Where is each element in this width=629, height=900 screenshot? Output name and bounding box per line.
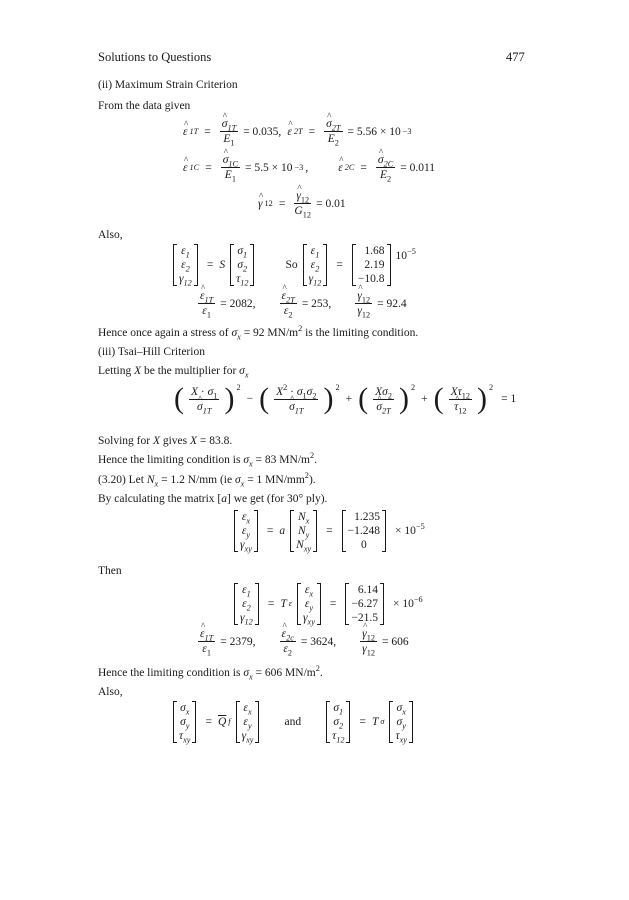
equation-strain-compliance: $\varepsilon_1$ $\varepsilon_2$ $\gamma_{12}$ = S $\sigma_1$ $\sigma_2$ $\tau_{12}$ So $\varepsilon_1$ $\varepsilon_2$ $\gamma_{12}$ = 1.68 2.19 −10.8 $10^{-5}$ xyxy=(170,244,416,286)
section-heading-ii: (ii) Maximum Strain Criterion xyxy=(98,79,238,91)
ratio-2: = 253, xyxy=(301,297,332,310)
global-strain-vector-2: $\varepsilon_x$ $\varepsilon_y$ $\gamma_{xy}$ xyxy=(297,583,321,625)
strain-vector-2: $\varepsilon_1$ $\varepsilon_2$ $\gamma_{12}$ xyxy=(303,244,328,286)
equation-strain-ratios-2: ^ $\frac{\varepsilon_{1T}}{\varepsilon_1}$ = 2379, ^ $\frac{\varepsilon_{2c}}{\varepsilon_2}$ = 3624, ^ $\frac{\gamma_{12}}{\gamma_{12}}$ = 606 xyxy=(195,628,409,655)
global-stress-vector-2: $\sigma_x$ $\sigma_y$ $\tau_{xy}$ xyxy=(389,701,412,743)
equation-midplane-strains: $\varepsilon_x$ $\varepsilon_y$ $\gamma_{xy}$ = a $N_x$ $N_y$ $N_{xy}$ = 1.235 −1.248 0 × $10^{-5}$ xyxy=(231,510,425,552)
paragraph-hence-92: Hence once again a stress of $\sigma_x = 92$ $MN/m^2$ is the limiting condition. xyxy=(98,324,419,342)
mid-exp-power: −5 xyxy=(415,522,425,532)
ratio-5: = 3624, xyxy=(300,635,337,648)
running-title: Solutions to Questions xyxy=(98,50,212,64)
equation-compressive-strains: ^ ε 1C = ^ $\frac{\sigma_{1C}}{E_1}$ = 5.5 × 10 −3 , ^ ε 2C = ^ $\frac{\sigma_{2C}}{E_2}$ = 0.011 xyxy=(183,154,435,181)
e1c-value: = 5.5 × 10 xyxy=(245,161,293,174)
global-strain-vector-3: $\varepsilon_x$ $\varepsilon_y$ $\gamma_{xy}$ xyxy=(236,701,260,743)
equation-stress-relations: $\sigma_x$ $\sigma_y$ $\tau_{xy}$ = $\overline{Q}$ f $\varepsilon_x$ $\varepsilon_y$ $\gamma_{xy}$ and $\sigma_1$ $\sigma_2$ $\tau_{12}$ = T σ $\sigma_x$ $\sigma_y$ $\tau_{xy}$ xyxy=(170,701,416,743)
global-stress-vector: $\sigma_x$ $\sigma_y$ $\tau_{xy}$ xyxy=(173,701,196,743)
ratio-1: = 2082, xyxy=(220,297,256,310)
mid-exp-base: × 10 xyxy=(395,525,416,537)
local-strain-vector: $\varepsilon_1$ $\varepsilon_2$ $\gamma_{12}$ xyxy=(234,583,259,625)
paragraph-also-2: Also, xyxy=(98,686,123,698)
global-strain-vector: $\varepsilon_x$ $\varepsilon_y$ $\gamma_{xy}$ xyxy=(234,510,258,552)
e2c-value: = 0.011 xyxy=(400,161,436,174)
equals-one: = 1 xyxy=(501,393,517,405)
equation-shear-strain: ^ γ 12 = ^ $\frac{\gamma_{12}}{G_{12}}$ = 0.01 xyxy=(258,190,346,217)
ratio-6: = 606 xyxy=(381,635,409,648)
equation-tensile-strains: ^ ε 1T = ^ $\frac{\sigma_{1T}}{E_1}$ = 0.035, ^ ε 2T = ^ $\frac{\sigma_{2T}}{E_2}$ = 5.56 × 10 −3 xyxy=(183,118,412,145)
local-exp-power: −6 xyxy=(413,595,423,605)
paragraph-from-data: From the data given xyxy=(98,100,191,112)
paragraph-letting: Letting X be the multiplier for $\sigma_x$ xyxy=(98,365,249,380)
paragraph-solving: Solving for X gives X = 83.8. xyxy=(98,435,233,447)
g12-value: = 0.01 xyxy=(316,197,346,210)
so-label: So xyxy=(285,259,298,271)
local-exp-base: × 10 xyxy=(393,598,414,610)
paragraph-hence-606: Hence the limiting condition is $\sigma_x = 606$ $MN/m^2$. xyxy=(98,664,323,682)
ratio-4: = 2379, xyxy=(220,635,256,648)
equation-strain-ratios: ^ $\frac{\varepsilon_{1T}}{\varepsilon_1}$ = 2082, ^ $\frac{\varepsilon_{2T}}{\varepsilon_2}$ = 253, ^ $\frac{\gamma_{12}}{\gamma_{12}}$ = 92.4 xyxy=(195,290,407,317)
paragraph-by-calc: By calculating the matrix [a] we get (for 30° ply). xyxy=(98,493,328,505)
strain-exp-power: −5 xyxy=(407,247,416,257)
strain-exp-base: 10 xyxy=(395,250,408,262)
force-vector: $N_x$ $N_y$ $N_{xy}$ xyxy=(290,510,317,552)
local-result-vector: 6.14 −6.27 −21.5 xyxy=(345,583,384,625)
and-label: and xyxy=(284,716,302,728)
equation-tsai-hill: ( $X \cdot \sigma_1$ ^ $\sigma_{1T}$ ) 2 − ( $X^2 \cdot \sigma_1\sigma_2$ ^ $\sigma_{1T}$ ) 2 + ( $X\sigma_2$ ^ $\sigma_{2T}$ ) 2 + ( $X\tau_{12}$ ^ $\tau_{12}$ ) 2 = 1 xyxy=(174,384,516,414)
equation-local-strains: $\varepsilon_1$ $\varepsilon_2$ $\gamma_{12}$ = T ε $\varepsilon_x$ $\varepsilon_y$ $\gamma_{xy}$ = 6.14 −6.27 −21.5 × $10^{-6}$ xyxy=(231,583,423,625)
e2t-value: = 5.56 × 10 xyxy=(347,125,401,138)
stress-vector-1: $\sigma_1$ $\sigma_2$ $\tau_{12}$ xyxy=(230,244,254,286)
ratio-3: = 92.4 xyxy=(377,297,407,310)
e1t-value: = 0.035, xyxy=(243,125,282,138)
paragraph-q320: (3.20) Let $N_x = 1.2$ N/mm (ie $\sigma_x = 1$ $MN/mm^2$). xyxy=(98,471,316,489)
midplane-result-vector: 1.235 −1.248 0 xyxy=(342,510,386,552)
paragraph-also-1: Also, xyxy=(98,229,123,241)
page-number: 477 xyxy=(506,50,525,64)
local-stress-vector: $\sigma_1$ $\sigma_2$ $\tau_{12}$ xyxy=(326,701,350,743)
strain-vector-1: $\varepsilon_1$ $\varepsilon_2$ $\gamma_{12}$ xyxy=(173,244,198,286)
strain-result-vector: 1.68 2.19 −10.8 xyxy=(352,244,391,286)
paragraph-then: Then xyxy=(98,565,122,577)
section-heading-iii: (iii) Tsai–Hill Criterion xyxy=(98,346,205,358)
paragraph-hence-83: Hence the limiting condition is $\sigma_x = 83$ $MN/m^2$. xyxy=(98,451,317,469)
